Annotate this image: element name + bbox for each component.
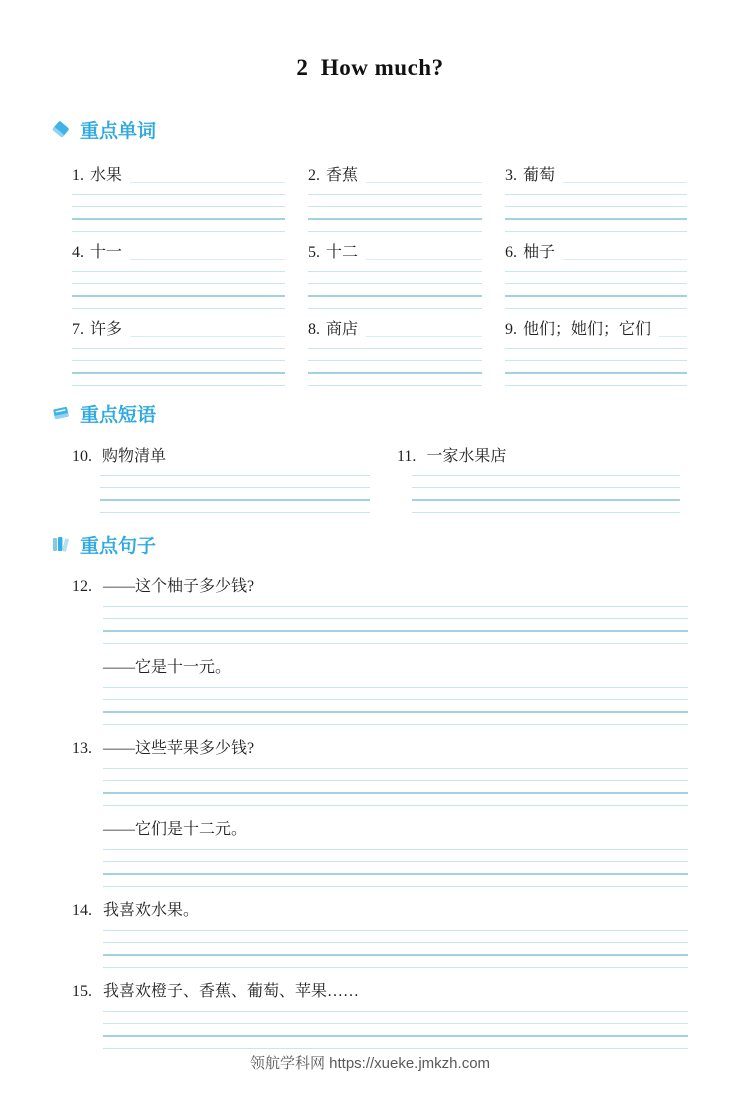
writing-lines xyxy=(72,340,285,386)
word-text: 许多 xyxy=(90,321,123,338)
sentence-item xyxy=(72,738,688,806)
word-number: 6. xyxy=(505,244,517,261)
word-item xyxy=(72,243,285,309)
word-text: 十一 xyxy=(90,244,123,261)
book-icon xyxy=(50,402,72,424)
eraser-diamond-icon xyxy=(50,118,72,140)
writing-lines xyxy=(505,263,687,309)
sentence-number: 14. xyxy=(72,902,92,919)
section-title-phrases: 重点短语 xyxy=(80,404,157,426)
writing-lines xyxy=(103,679,688,725)
writing-lines xyxy=(72,186,285,232)
word-item xyxy=(308,166,482,232)
write-line xyxy=(563,259,687,260)
word-number: 4. xyxy=(72,244,84,261)
sentence-item xyxy=(72,576,688,644)
writing-lines xyxy=(412,467,680,513)
write-line xyxy=(366,182,482,183)
word-text: 商店 xyxy=(326,321,359,338)
word-item xyxy=(505,320,687,386)
word-item xyxy=(308,320,482,386)
sentence-number: 12. xyxy=(72,578,92,595)
word-number: 1. xyxy=(72,167,84,184)
sentence-number: 13. xyxy=(72,740,92,757)
word-number: 8. xyxy=(308,321,320,338)
section-title-words: 重点单词 xyxy=(80,120,157,142)
sentence-number: 15. xyxy=(72,983,92,1000)
write-line xyxy=(659,336,687,337)
writing-lines xyxy=(505,186,687,232)
writing-lines xyxy=(308,263,482,309)
word-item xyxy=(505,243,687,309)
write-line xyxy=(366,336,482,337)
writing-lines xyxy=(103,760,688,806)
sentence-text: ——它们是十二元。 xyxy=(103,821,248,838)
writing-lines xyxy=(103,922,688,968)
phrase-number: 11. xyxy=(397,448,417,465)
write-line xyxy=(366,259,482,260)
word-text: 水果 xyxy=(90,167,123,184)
word-text: 香蕉 xyxy=(326,167,359,184)
word-number: 5. xyxy=(308,244,320,261)
write-line xyxy=(563,182,687,183)
write-line xyxy=(130,182,285,183)
sentence-text: ——这个柚子多少钱? xyxy=(103,578,255,595)
writing-lines xyxy=(103,841,688,887)
phrase-row xyxy=(72,446,740,513)
footer-watermark: 领航学科网 https://xueke.jmkzh.com xyxy=(249,1055,491,1072)
books-icon xyxy=(50,533,72,555)
word-number: 9. xyxy=(505,321,517,338)
word-item xyxy=(308,243,482,309)
section-header-phrases xyxy=(50,401,740,425)
phrase-item xyxy=(397,446,680,513)
word-item xyxy=(505,166,687,232)
writing-lines xyxy=(505,340,687,386)
writing-lines xyxy=(100,467,370,513)
page-title: 2 How much? xyxy=(296,55,444,80)
word-number: 7. xyxy=(72,321,84,338)
phrase-item xyxy=(72,446,370,513)
sentence-item-answer xyxy=(72,819,688,887)
write-line xyxy=(130,259,285,260)
sentence-list xyxy=(72,576,688,1049)
word-number: 3. xyxy=(505,167,517,184)
section-header-sentences xyxy=(50,532,740,556)
word-item xyxy=(72,166,285,232)
word-text: 他们；她们；它们 xyxy=(523,321,652,338)
writing-lines xyxy=(103,1003,688,1049)
sentence-text: ——这些苹果多少钱? xyxy=(103,740,255,757)
writing-lines xyxy=(103,598,688,644)
sentence-item-answer xyxy=(72,657,688,725)
word-text: 葡萄 xyxy=(523,167,556,184)
writing-lines xyxy=(308,186,482,232)
phrase-text: 购物清单 xyxy=(102,448,167,465)
word-text: 十二 xyxy=(326,244,359,261)
word-item xyxy=(72,320,285,386)
sentence-text: 我喜欢水果。 xyxy=(103,902,200,919)
phrase-text: 一家水果店 xyxy=(426,448,507,465)
write-line xyxy=(130,336,285,337)
word-number: 2. xyxy=(308,167,320,184)
sentence-text: 我喜欢橙子、香蕉、葡萄、苹果…… xyxy=(103,983,360,1000)
section-title-sentences: 重点句子 xyxy=(80,535,157,557)
phrase-number: 10. xyxy=(72,448,92,465)
section-header-words xyxy=(50,117,740,141)
writing-lines xyxy=(72,263,285,309)
sentence-item xyxy=(72,981,688,1049)
writing-lines xyxy=(308,340,482,386)
word-grid xyxy=(72,166,740,386)
sentence-text: ——它是十一元。 xyxy=(103,659,232,676)
word-text: 柚子 xyxy=(523,244,556,261)
sentence-item xyxy=(72,900,688,968)
